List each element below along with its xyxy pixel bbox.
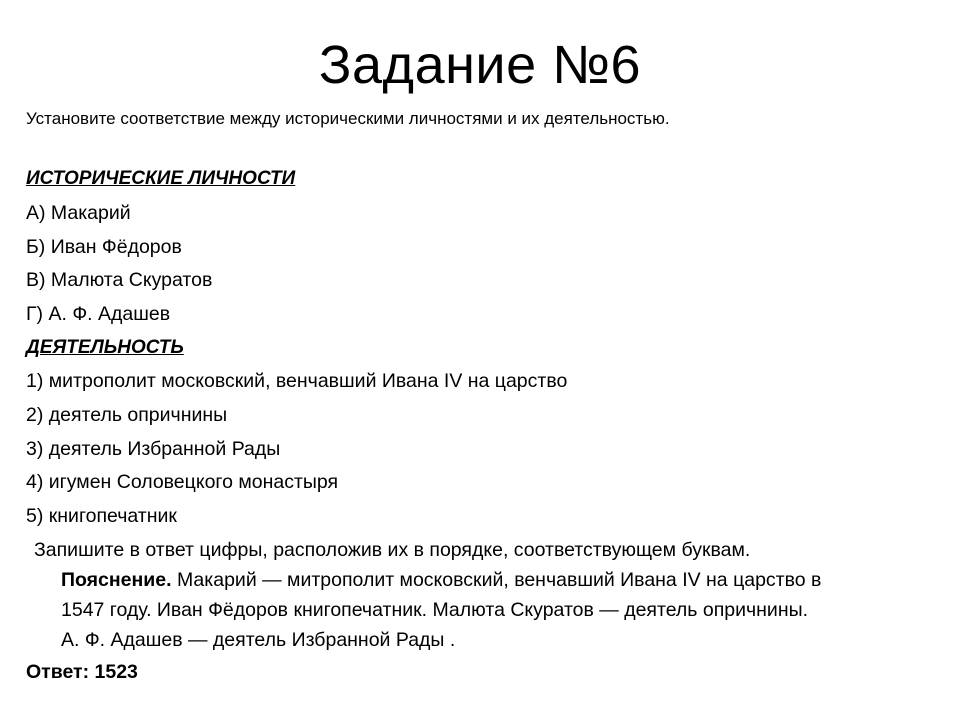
activity-item-3: 3) деятель Избранной Рады [26,438,281,460]
activities-heading: ДЕЯТЕЛЬНОСТЬ [26,337,184,358]
person-item-v: В) Малюта Скуратов [26,269,213,291]
answer-label: Ответ: [26,661,95,683]
activity-item-2: 2) деятель опричнины [26,404,228,426]
page-title: Задание №6 [318,35,642,95]
person-item-a: А) Макарий [26,202,131,224]
person-item-b: Б) Иван Фёдоров [26,236,182,258]
activity-item-1: 1) митрополит московский, венчавший Ивана IV на царство [26,370,568,392]
explanation-line-2: 1547 году. Иван Фёдоров книгопечатник. Малюта Скуратов — деятель опричнины. [61,599,809,621]
explanation-line-1 [61,567,821,593]
activity-item-5: 5) книгопечатник [26,505,177,527]
persons-heading: ИСТОРИЧЕСКИЕ ЛИЧНОСТИ [26,168,296,189]
explanation-text-1: Макарий — митрополит московский, венчавший Ивана IV на царство в [171,569,822,591]
explanation-line-3: А. Ф. Адашев — деятель Избранной Рады . [61,629,456,651]
answer-value: 1523 [94,661,138,683]
write-note: Запишите в ответ цифры, расположив их в порядке, соответствующем буквам. [34,539,751,561]
explanation-label: Пояснение. [61,569,172,591]
answer-line [26,659,138,685]
person-item-g: Г) А. Ф. Адашев [26,303,171,325]
activity-item-4: 4) игумен Соловецкого монастыря [26,471,339,493]
task-instruction: Установите соответствие между историческими личностями и их деятельностью. [26,109,670,128]
